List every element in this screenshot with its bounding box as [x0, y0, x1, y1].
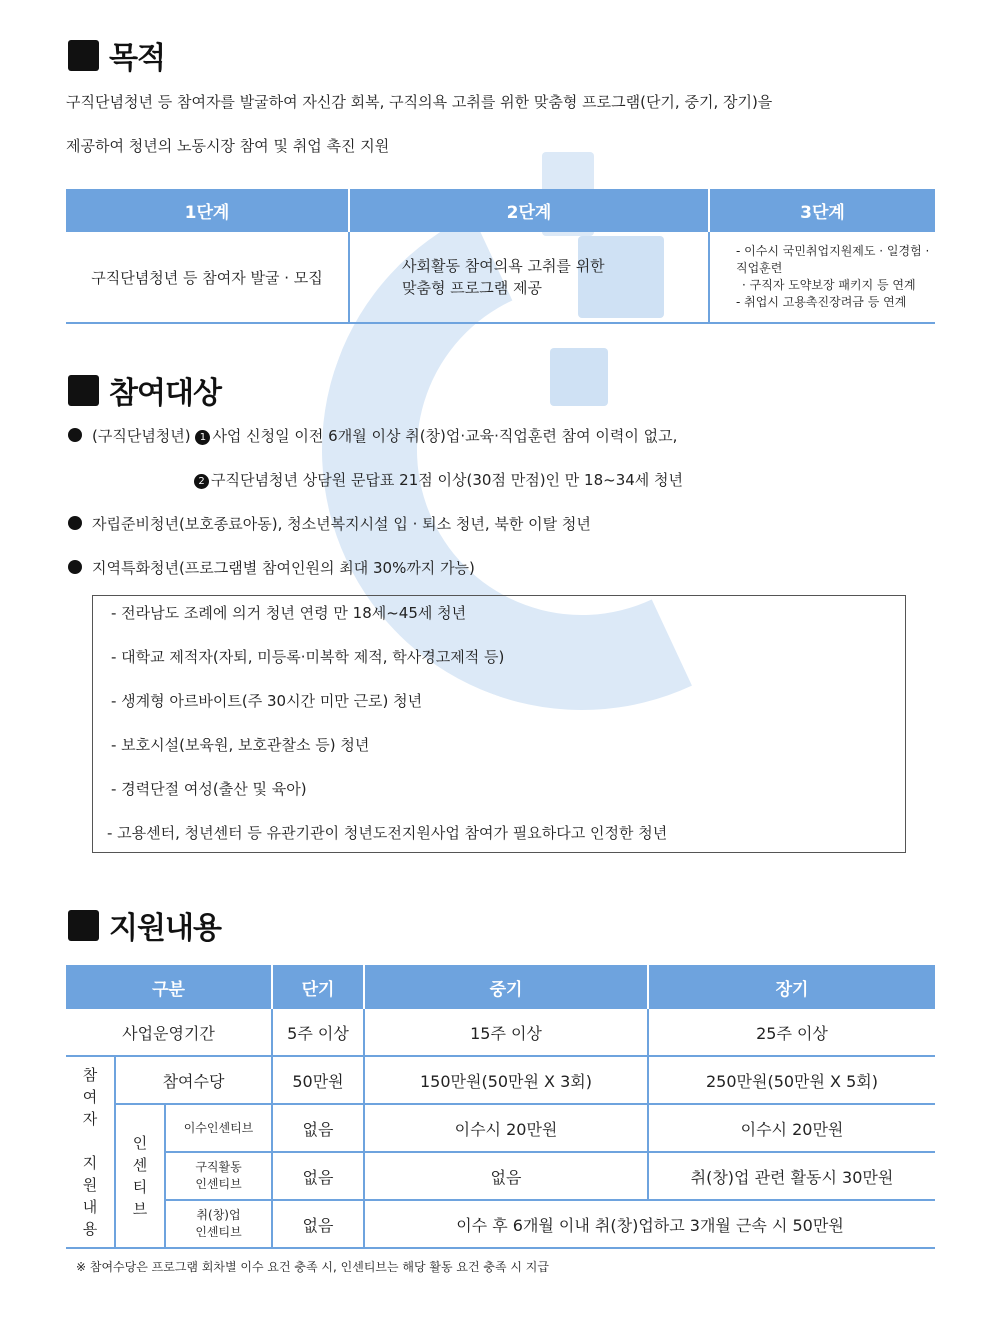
row-label: 이수인센티브 — [165, 1104, 272, 1152]
row-label: 사업운영기간 — [66, 1009, 272, 1056]
group-label-participant-support — [66, 1056, 115, 1248]
bullet-icon — [68, 560, 82, 574]
row-label — [165, 1152, 272, 1200]
criteria-item: - 대학교 제적자(자퇴, 미등록·미복학 제적, 학사경고제적 등) — [111, 648, 505, 666]
number-circle-icon: 2 — [194, 474, 209, 489]
table-cell: 25주 이상 — [648, 1009, 935, 1056]
table-cell: 250만원(50만원 X 5회) — [648, 1056, 935, 1104]
vertical-char: 지 — [82, 1154, 98, 1172]
stage-cell — [349, 232, 709, 323]
stage-header: 3단계 — [709, 189, 935, 232]
table-cell: 없음 — [272, 1200, 364, 1248]
vertical-char: 원 — [82, 1176, 98, 1194]
row-label-line: 취(창)업 — [196, 1208, 241, 1222]
table-cell: 이수시 20만원 — [648, 1104, 935, 1152]
vertical-char: 내 — [82, 1198, 98, 1216]
table-header: 단기 — [272, 965, 364, 1009]
section-support-heading — [68, 903, 221, 947]
vertical-char: 티 — [132, 1178, 148, 1196]
stage-text: - 취업시 고용촉진장려금 등 연계 — [736, 295, 907, 309]
target-text: 사업 신청일 이전 6개월 이상 취(창)업·교육·직업훈련 참여 이력이 없고, — [212, 427, 678, 445]
section-purpose-heading — [68, 33, 165, 77]
bullet-icon — [68, 516, 82, 530]
stage-cell — [709, 232, 935, 323]
watermark-square-small — [550, 348, 608, 406]
bullet-icon — [68, 428, 82, 442]
stage-cell — [66, 232, 349, 323]
row-label: 참여수당 — [115, 1056, 272, 1104]
vertical-char — [67, 1130, 113, 1152]
vertical-char: 브 — [132, 1200, 148, 1218]
purpose-text-line2: 제공하여 청년의 노동시장 참여 및 취업 촉진 지원 — [66, 137, 390, 155]
row-label-line: 구직활동 — [195, 1160, 242, 1174]
table-cell: 없음 — [364, 1152, 648, 1200]
vertical-char: 용 — [82, 1220, 98, 1238]
table-cell: 5주 이상 — [272, 1009, 364, 1056]
criteria-item: - 경력단절 여성(출산 및 육아) — [111, 780, 307, 798]
section-title: 목적 — [109, 41, 165, 76]
stage-text: 사회활동 참여의욕 고취를 위한 — [402, 257, 605, 275]
support-table — [66, 965, 935, 1249]
regional-criteria-box — [92, 595, 906, 853]
table-cell: 이수 후 6개월 이내 취(창)업하고 3개월 근속 시 50만원 — [364, 1200, 935, 1248]
vertical-char: 참 — [82, 1066, 98, 1084]
stage-header: 2단계 — [349, 189, 709, 232]
group-label-incentive — [115, 1104, 165, 1248]
vertical-char: 인 — [132, 1134, 148, 1152]
table-header: 구분 — [66, 965, 272, 1009]
section-target-heading — [68, 368, 221, 412]
stage-header: 1단계 — [66, 189, 349, 232]
criteria-item: - 고용센터, 청년센터 등 유관기관이 청년도전지원사업 참여가 필요하다고 인정한 청년 — [107, 824, 668, 842]
target-item-1 — [92, 425, 677, 446]
table-cell: 15주 이상 — [364, 1009, 648, 1056]
square-bullet-icon — [68, 40, 99, 71]
stage-table — [66, 189, 935, 324]
target-text: 구직단념청년 상담원 문답표 21점 이상(30점 만점)인 만 18~34세 청년 — [211, 471, 684, 489]
vertical-char: 자 — [82, 1110, 98, 1128]
footnote: ※ 참여수당은 프로그램 회차별 이수 요건 충족 시, 인센티브는 해당 활동 요건 충족 시 지급 — [76, 1260, 549, 1274]
table-cell: 이수시 20만원 — [364, 1104, 648, 1152]
table-header: 장기 — [648, 965, 935, 1009]
table-header: 중기 — [364, 965, 648, 1009]
table-cell: 50만원 — [272, 1056, 364, 1104]
criteria-item: - 보호시설(보육원, 보호관찰소 등) 청년 — [111, 736, 370, 754]
target-item-3: 지역특화청년(프로그램별 참여인원의 최대 30%까지 가능) — [92, 559, 475, 577]
square-bullet-icon — [68, 910, 99, 941]
target-item-1-line2 — [194, 469, 683, 490]
vertical-char: 센 — [132, 1156, 148, 1174]
square-bullet-icon — [68, 375, 99, 406]
purpose-text-line1: 구직단념청년 등 참여자를 발굴하여 자신감 회복, 구직의욕 고취를 위한 맞춤형 프로그램(단기, 중기, 장기)을 — [66, 93, 773, 111]
table-cell: 취(창)업 관련 활동시 30만원 — [648, 1152, 935, 1200]
stage-text: 맞춤형 프로그램 제공 — [402, 279, 542, 297]
table-cell: 없음 — [272, 1152, 364, 1200]
vertical-char: 여 — [82, 1088, 98, 1106]
table-cell: 150만원(50만원 X 3회) — [364, 1056, 648, 1104]
section-title: 참여대상 — [109, 376, 221, 411]
row-label — [165, 1200, 272, 1248]
stage-text: · 구직자 도약보장 패키지 등 연계 — [742, 278, 916, 292]
table-cell: 없음 — [272, 1104, 364, 1152]
target-item-2: 자립준비청년(보호종료아동), 청소년복지시설 입 · 퇴소 청년, 북한 이탈 청년 — [92, 515, 591, 533]
target-label: (구직단념청년) — [92, 427, 191, 445]
row-label-line: 인센티브 — [195, 1225, 242, 1239]
row-label-line: 인센티브 — [195, 1177, 242, 1191]
criteria-item: - 생계형 아르바이트(주 30시간 미만 근로) 청년 — [111, 692, 423, 710]
stage-text: 구직단념청년 등 참여자 발굴 · 모집 — [91, 268, 323, 287]
criteria-item: - 전라남도 조례에 의거 청년 연령 만 18세~45세 청년 — [111, 604, 467, 622]
stage-text: - 이수시 국민취업지원제도 · 일경험 · 직업훈련 — [736, 244, 930, 275]
section-title: 지원내용 — [109, 911, 221, 946]
number-circle-icon: 1 — [195, 430, 210, 445]
